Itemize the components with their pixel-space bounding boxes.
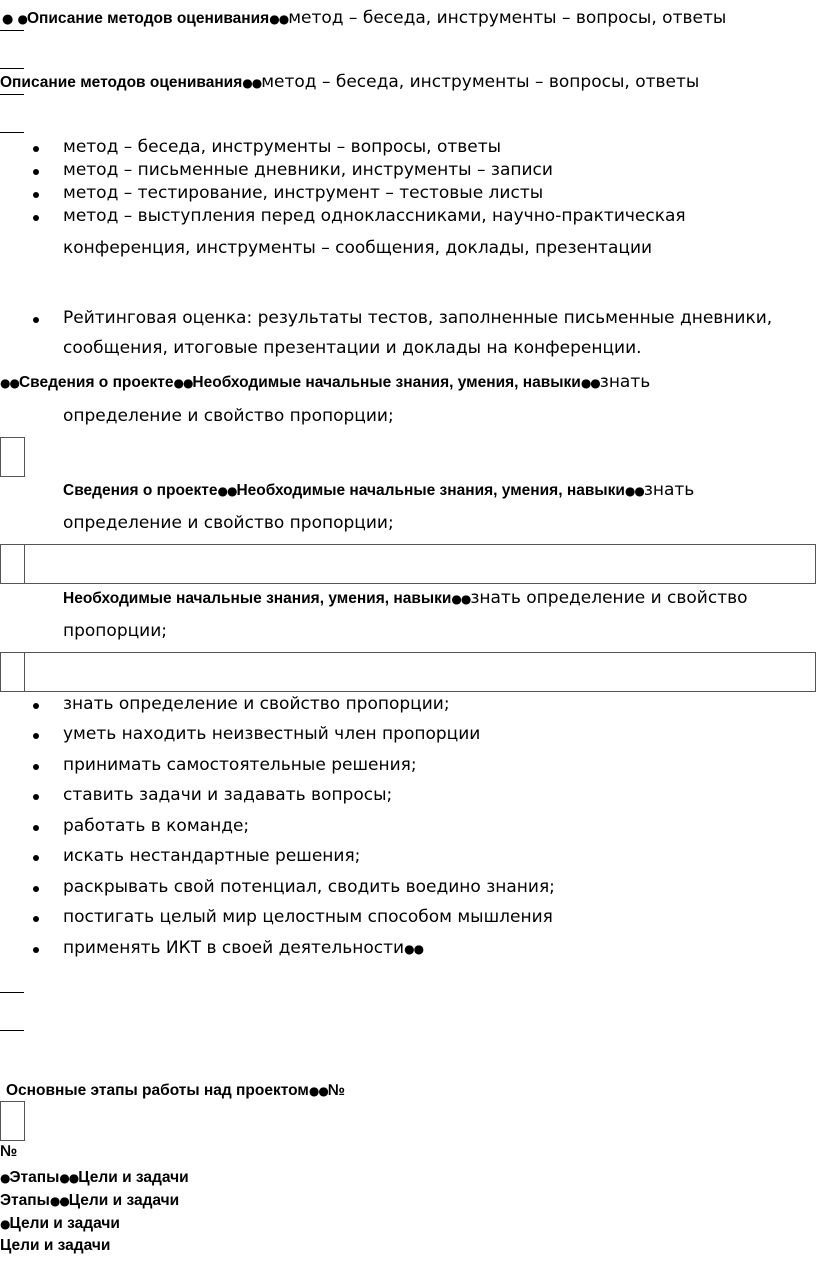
project1-subtitle: Необходимые начальные знания, умения, навыки xyxy=(192,374,581,391)
header2-title: Описание методов оценивания xyxy=(0,74,243,91)
dot-glyph: ●● xyxy=(624,484,644,498)
stages-row3-text: Цели и задачи xyxy=(9,1215,120,1232)
skill-item: знать определение и свойство пропорции; xyxy=(63,694,450,714)
rating-line2: сообщения, итоговые презентации и доклады на конференции. xyxy=(63,338,642,358)
bullet-icon xyxy=(33,703,39,709)
skill-item: постигать целый мир целостным способом мышления xyxy=(63,907,553,927)
project2-continuation: определение и свойство пропорции; xyxy=(63,513,394,533)
bullet-icon xyxy=(33,169,39,175)
skill-item: раскрывать свой потенциал, сводить воедино знания; xyxy=(63,877,555,897)
table-cell xyxy=(0,652,25,692)
bullet-icon xyxy=(33,855,39,861)
dot-glyph: ●● xyxy=(404,942,424,956)
stages-row xyxy=(6,1080,345,1100)
method-continuation: конференция, инструменты – сообщения, доклады, презентации xyxy=(63,238,653,258)
project3-continuation: пропорции; xyxy=(63,621,168,641)
dot-glyph: ●● xyxy=(308,1084,328,1098)
divider xyxy=(0,68,24,69)
bullet-icon xyxy=(33,215,39,221)
project1-row xyxy=(0,372,650,392)
table-cell xyxy=(0,437,25,477)
header2-row xyxy=(0,72,699,92)
dot-glyph: ●● xyxy=(242,76,262,90)
bullet-icon xyxy=(33,794,39,800)
bullet-icon xyxy=(33,317,39,323)
bullet-icon xyxy=(33,192,39,198)
dot-glyph: ●● xyxy=(59,1171,79,1185)
stages-row3 xyxy=(0,1213,120,1233)
method-item: метод – беседа, инструменты – вопросы, ответы xyxy=(63,137,502,157)
table-cell xyxy=(24,544,816,584)
stages-row4: Цели и задачи xyxy=(0,1237,111,1254)
dot-glyph: ●● xyxy=(451,592,471,606)
bullet-icon xyxy=(33,886,39,892)
divider xyxy=(0,94,24,95)
table-cell xyxy=(0,1101,25,1141)
divider xyxy=(0,30,24,31)
project1-continuation: определение и свойство пропорции; xyxy=(63,406,394,426)
project3-subtitle: Необходимые начальные знания, умения, навыки xyxy=(63,590,452,607)
skill-item: работать в команде; xyxy=(63,816,250,836)
stages-row2 xyxy=(0,1190,179,1210)
table-cell xyxy=(0,544,25,584)
project2-subtitle: Необходимые начальные знания, умения, навыки xyxy=(236,482,625,499)
divider xyxy=(0,1030,24,1031)
bullet-icon xyxy=(33,947,39,953)
project2-title: Сведения о проекте xyxy=(63,482,218,499)
project1-text: знать xyxy=(599,372,651,392)
dot-glyph: ● xyxy=(0,1217,10,1231)
stages-row1 xyxy=(0,1167,189,1187)
skill-item-last xyxy=(63,938,423,958)
project3-row xyxy=(63,588,748,608)
project1-title: Сведения о проекте xyxy=(18,374,174,391)
project3-text: знать определение и свойство xyxy=(470,588,748,608)
dot-glyph: ●● xyxy=(173,376,193,390)
table-cell xyxy=(24,652,816,692)
stages-row1-b: Цели и задачи xyxy=(78,1169,189,1186)
dot-glyph: ●● xyxy=(269,12,289,26)
stages-number: № xyxy=(327,1082,346,1099)
skill-item: уметь находить неизвестный член пропорции xyxy=(63,724,481,744)
bullet-glyph: ● xyxy=(2,12,18,27)
dot-glyph: ●● xyxy=(49,1194,69,1208)
divider xyxy=(0,132,24,133)
method-item: метод – письменные дневники, инструменты – записи xyxy=(63,160,553,180)
header1-text: метод – беседа, инструменты – вопросы, ответы xyxy=(288,8,727,28)
header2-text: метод – беседа, инструменты – вопросы, ответы xyxy=(261,72,700,92)
header1-title: Описание методов оценивания xyxy=(26,10,270,27)
dot-glyph: ● xyxy=(0,1171,10,1185)
stages-title: Основные этапы работы над проектом xyxy=(6,1082,309,1099)
header1-row xyxy=(2,8,726,28)
bullet-icon xyxy=(33,146,39,152)
dot-glyph: ●● xyxy=(0,376,19,390)
dot-glyph: ●● xyxy=(580,376,600,390)
stages-row2-a: Этапы xyxy=(0,1192,50,1209)
bullet-icon xyxy=(33,764,39,770)
project2-row xyxy=(63,480,694,500)
bullet-icon xyxy=(33,916,39,922)
bullet-icon xyxy=(33,825,39,831)
dot-glyph: ● xyxy=(17,12,27,26)
project2-text: знать xyxy=(643,480,695,500)
skill-item: искать нестандартные решения; xyxy=(63,846,361,866)
rating-line1: Рейтинговая оценка: результаты тестов, заполненные письменные дневники, xyxy=(63,308,773,328)
stages-row1-a: Этапы xyxy=(9,1169,60,1186)
bullet-icon xyxy=(33,733,39,739)
skill-item: ставить задачи и задавать вопросы; xyxy=(63,785,393,805)
method-item: метод – тестирование, инструмент – тестовые листы xyxy=(63,183,544,203)
dot-glyph: ●● xyxy=(217,484,237,498)
stages-row2-b: Цели и задачи xyxy=(68,1192,180,1209)
stages-number2: № xyxy=(0,1143,18,1160)
method-item: метод – выступления перед одноклассниками, научно-практическая xyxy=(63,206,686,226)
divider xyxy=(0,992,24,993)
skill-item: применять ИКТ в своей деятельности xyxy=(63,938,405,958)
skill-item: принимать самостоятельные решения; xyxy=(63,755,417,775)
